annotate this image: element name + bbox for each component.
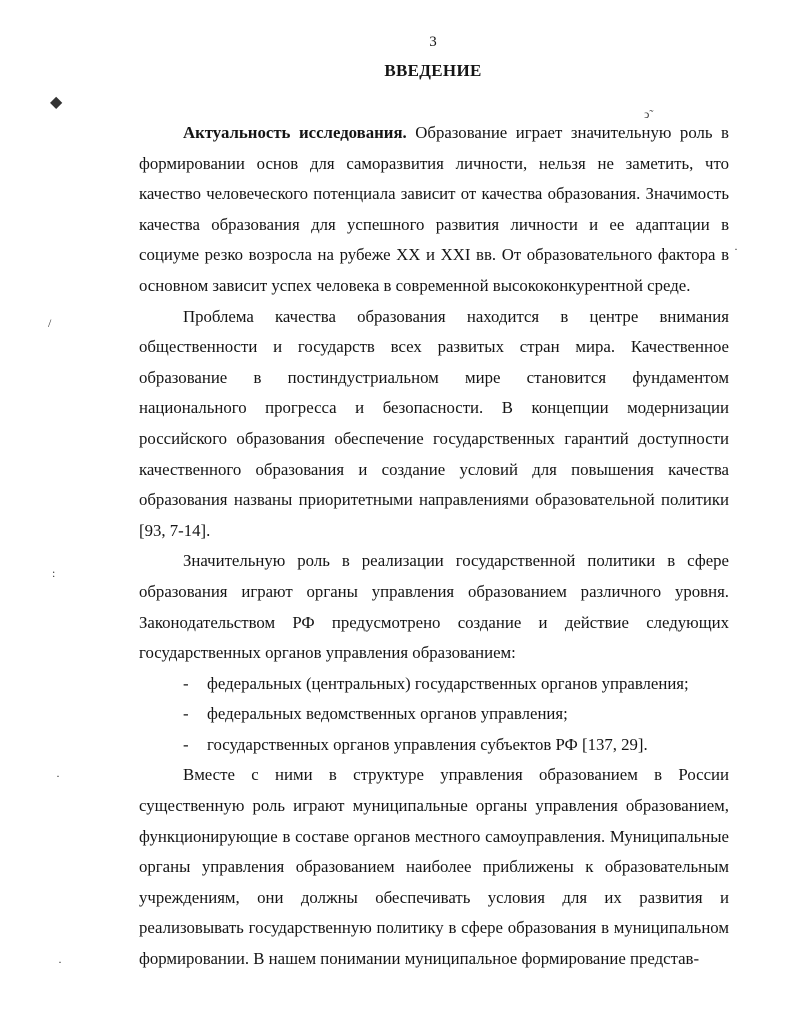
section-heading: ВВЕДЕНИЕ	[384, 61, 482, 80]
paragraph-municipal-bodies: Вместе с ними в структуре управления образованием в России существенную роль играют муниципальные органы управления образованием, функционирующие в составе органов местного самоуправления. Муниципальные органы управления образованием наиболее приближены к образовательным учреждениям, они должны обеспечивать условия для их развития и реализовывать государственную политику в сфере образования в муниципальном формировании. В нашем понимании муниципальное формирование представ-	[139, 765, 729, 969]
paragraph-governing-bodies: Значительную роль в реализации государственной политики в сфере образования играют органы управления образованием различного уровня. Законодательством РФ предусмотрено создание и действие следующих государственных органов управления образованием:	[139, 551, 729, 663]
scan-artifact-mark: ↄ˜	[644, 107, 654, 121]
paragraph-text: Образование играет значительную роль в формировании основ для саморазвития личности, нельзя не заметить, что качество человеческого потенциала зависит от качества образования. Значимость качества образования для успешного развития личности и ее адаптации в социуме резко возросла на рубеже XX и XXI вв. От образовательного фактора в основном зависит успех человека в современной высококонкурентной среде.	[139, 123, 729, 295]
list-marker: -	[183, 704, 189, 724]
list-item-text: федеральных ведомственных органов управления;	[207, 704, 568, 724]
list-item-text: федеральных (центральных) государственных органов управления;	[207, 673, 689, 693]
page-number: 3	[429, 34, 437, 50]
scan-artifact-mark: ·	[56, 769, 60, 783]
body-text	[139, 118, 729, 975]
list-item	[139, 669, 729, 700]
paragraph-quality-problem: Проблема качества образования находится в центре внимания общественности и государств всех развитых стран мира. Качественное образование в постиндустриальном мире становится фундаментом национального прогресса и безопасности. В концепции модернизации российского образования обеспечение государственных гарантий доступности качественного образования и создание условий для повышения качества образования названы приоритетными направлениями образовательной политики [93, 7-14].	[139, 306, 729, 540]
governing-bodies-list	[139, 669, 729, 761]
scan-artifact-mark: ·	[734, 242, 738, 256]
scan-artifact-mark: ◆	[50, 94, 63, 111]
list-marker: -	[183, 734, 189, 754]
list-marker: -	[183, 673, 189, 693]
list-item-text: государственных органов управления субъектов РФ [137, 29].	[207, 734, 648, 754]
list-item	[139, 730, 729, 761]
paragraph-lead: Актуальность исследования.	[183, 123, 407, 142]
scan-artifact-mark: :	[52, 566, 56, 580]
list-item	[139, 699, 729, 730]
scan-artifact-mark: ·	[58, 955, 62, 969]
paragraph-relevance	[139, 118, 729, 302]
scan-artifact-mark: /	[48, 316, 52, 330]
